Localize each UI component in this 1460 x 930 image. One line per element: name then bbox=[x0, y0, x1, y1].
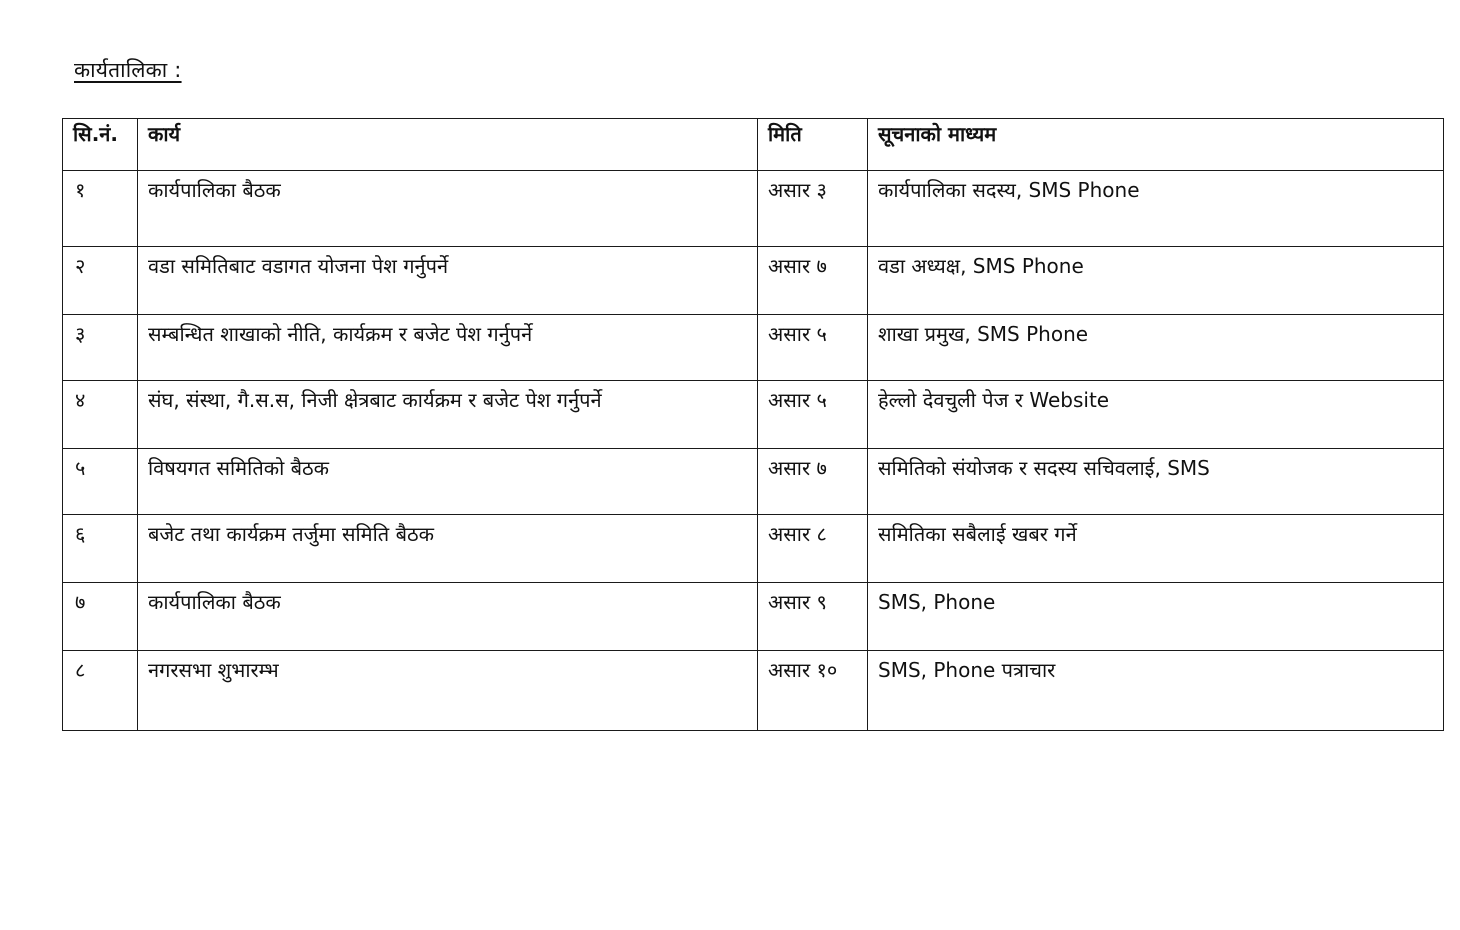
cell-date: असार ५ bbox=[758, 381, 868, 449]
table-row bbox=[63, 171, 1444, 247]
schedule-table bbox=[62, 118, 1444, 731]
table-row bbox=[63, 247, 1444, 315]
cell-task: बजेट तथा कार्यक्रम तर्जुमा समिति बैठक bbox=[138, 515, 758, 583]
cell-date: असार ५ bbox=[758, 315, 868, 381]
cell-date: असार १० bbox=[758, 651, 868, 731]
table-header-row bbox=[63, 119, 1444, 171]
cell-medium: शाखा प्रमुख, SMS Phone bbox=[868, 315, 1444, 381]
cell-date: असार ७ bbox=[758, 247, 868, 315]
cell-medium: समितिको संयोजक र सदस्य सचिवलाई, SMS bbox=[868, 449, 1444, 515]
cell-date: असार ३ bbox=[758, 171, 868, 247]
table-row bbox=[63, 381, 1444, 449]
cell-serial: ५ bbox=[63, 449, 138, 515]
header-medium: सूचनाको माध्यम bbox=[868, 119, 1444, 171]
table-row bbox=[63, 449, 1444, 515]
cell-date: असार ७ bbox=[758, 449, 868, 515]
cell-task: कार्यपालिका बैठक bbox=[138, 171, 758, 247]
cell-medium: कार्यपालिका सदस्य, SMS Phone bbox=[868, 171, 1444, 247]
cell-serial: ६ bbox=[63, 515, 138, 583]
cell-serial: ३ bbox=[63, 315, 138, 381]
table-row bbox=[63, 315, 1444, 381]
cell-serial: ७ bbox=[63, 583, 138, 651]
header-date: मिति bbox=[758, 119, 868, 171]
header-serial: सि.नं. bbox=[63, 119, 138, 171]
cell-task: संघ, संस्था, गै.स.स, निजी क्षेत्रबाट कार्यक्रम र बजेट पेश गर्नुपर्ने bbox=[138, 381, 758, 449]
cell-medium: समितिका सबैलाई खबर गर्ने bbox=[868, 515, 1444, 583]
table-row bbox=[63, 583, 1444, 651]
cell-task: वडा समितिबाट वडागत योजना पेश गर्नुपर्ने bbox=[138, 247, 758, 315]
cell-task: सम्बन्धित शाखाको नीति, कार्यक्रम र बजेट पेश गर्नुपर्ने bbox=[138, 315, 758, 381]
cell-task: विषयगत समितिको बैठक bbox=[138, 449, 758, 515]
cell-medium: वडा अध्यक्ष, SMS Phone bbox=[868, 247, 1444, 315]
cell-serial: ४ bbox=[63, 381, 138, 449]
cell-date: असार ९ bbox=[758, 583, 868, 651]
cell-serial: १ bbox=[63, 171, 138, 247]
header-task: कार्य bbox=[138, 119, 758, 171]
document-title: कार्यतालिका : bbox=[74, 58, 182, 82]
cell-medium: SMS, Phone पत्राचार bbox=[868, 651, 1444, 731]
table-row bbox=[63, 515, 1444, 583]
cell-task: कार्यपालिका बैठक bbox=[138, 583, 758, 651]
cell-serial: २ bbox=[63, 247, 138, 315]
cell-serial: ८ bbox=[63, 651, 138, 731]
cell-medium: हेल्लो देवचुली पेज र Website bbox=[868, 381, 1444, 449]
cell-date: असार ८ bbox=[758, 515, 868, 583]
cell-task: नगरसभा शुभारम्भ bbox=[138, 651, 758, 731]
table-row bbox=[63, 651, 1444, 731]
cell-medium: SMS, Phone bbox=[868, 583, 1444, 651]
